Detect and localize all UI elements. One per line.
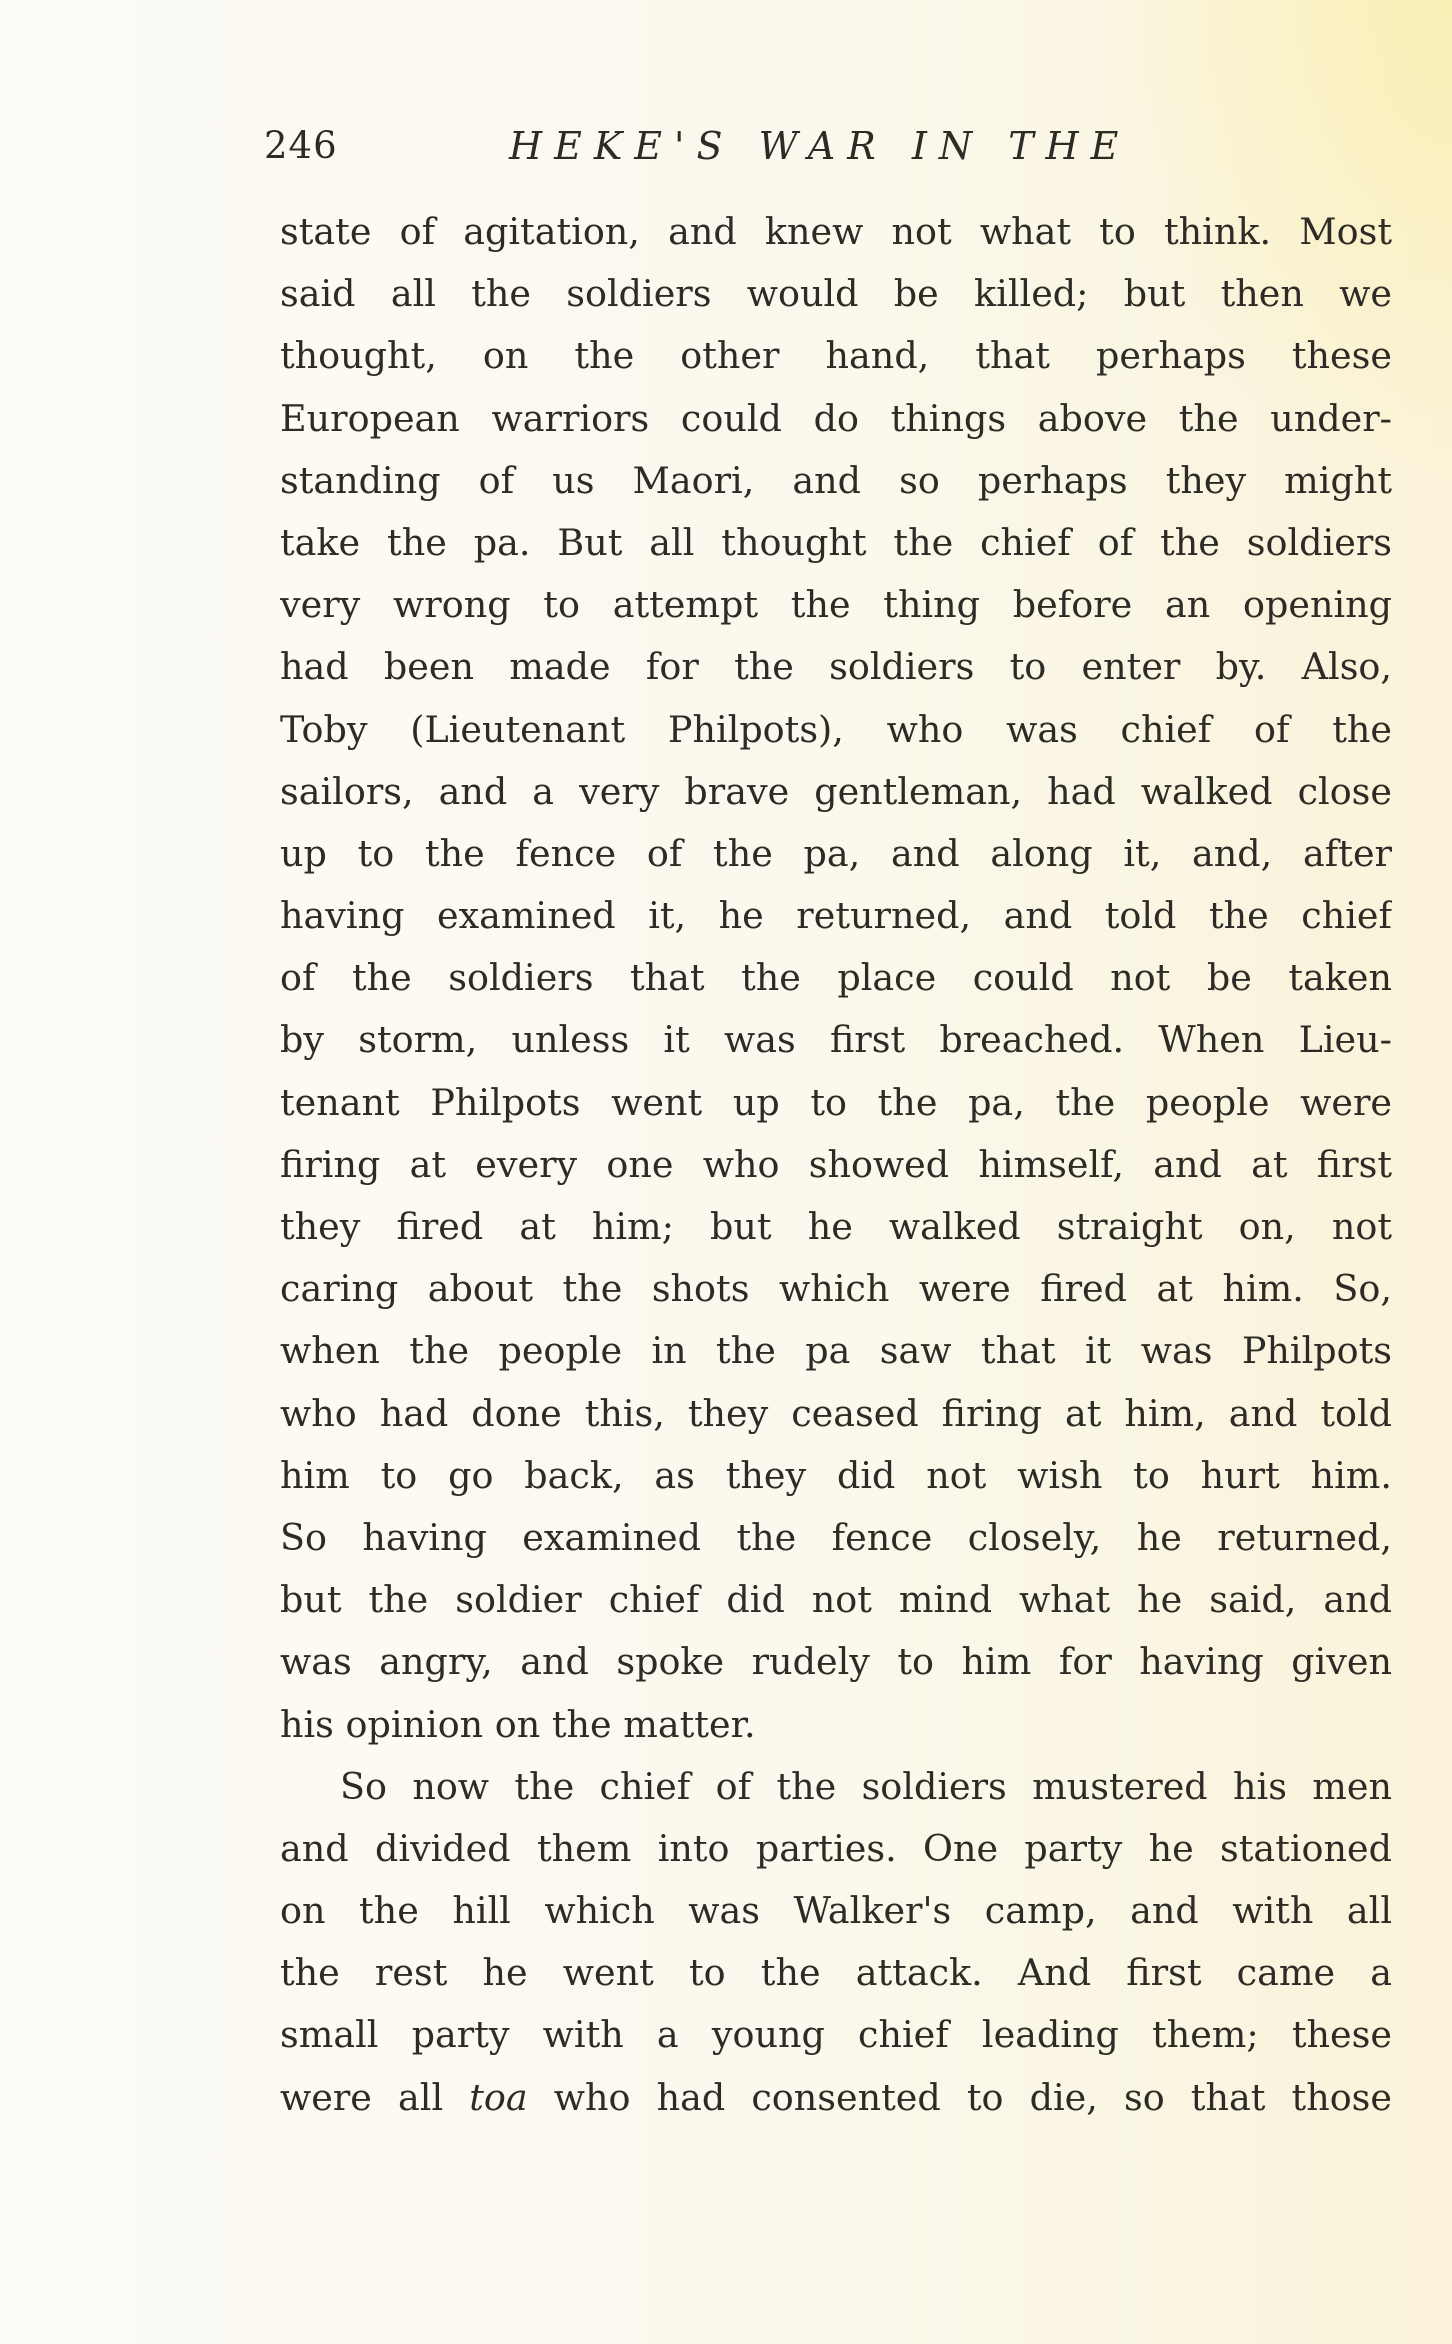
italic-word: toa <box>469 2075 528 2119</box>
text-line: said all the soldiers would be killed; but then we <box>280 272 1392 316</box>
text-line: European warriors could do things above the under- <box>280 396 1392 440</box>
page-header <box>264 118 1131 174</box>
text-line: small party with a young chief leading them; these <box>280 2013 1392 2057</box>
paragraph-end-line: his opinion on the matter. <box>280 1702 756 1746</box>
final-line-start: were all <box>280 2075 444 2119</box>
text-line: thought, on the other hand, that perhaps these <box>280 334 1392 378</box>
text-line: state of agitation, and knew not what to think. Most <box>280 210 1392 253</box>
page-number: 246 <box>264 124 338 167</box>
running-head: HEKE'S WAR IN THE <box>509 124 1131 168</box>
text-line: and divided them into parties. One party he stationed <box>280 1826 1392 1870</box>
text-line: up to the fence of the pa, and along it, and, after <box>280 831 1392 875</box>
text-line: firing at every one who showed himself, and at first <box>280 1142 1392 1186</box>
text-line: of the soldiers that the place could not be taken <box>280 956 1392 1000</box>
text-line: who had done this, they ceased firing at him, and told <box>280 1391 1392 1435</box>
text-line: the rest he went to the attack. And first came a <box>280 1951 1392 1995</box>
text-line: having examined it, he returned, and told the chief <box>280 894 1392 938</box>
text-line: So having examined the fence closely, he returned, <box>280 1515 1392 1559</box>
text-line: him to go back, as they did not wish to hurt him. <box>280 1453 1392 1497</box>
text-line: by storm, unless it was first breached. When Lieu- <box>280 1018 1392 1062</box>
text-line: when the people in the pa saw that it was Philpots <box>280 1329 1392 1373</box>
text-line: they fired at him; but he walked straight on, not <box>280 1205 1392 1248</box>
text-line: sailors, and a very brave gentleman, had walked close <box>280 769 1392 813</box>
text-line: take the pa. But all thought the chief of the soldiers <box>280 520 1392 564</box>
text-line: had been made for the soldiers to enter by. Also, <box>280 645 1392 689</box>
text-line: Toby (Lieutenant Philpots), who was chief of the <box>280 707 1392 751</box>
paragraph-first-line: So now the chief of the soldiers mustered his men <box>340 1764 1392 1808</box>
text-line: tenant Philpots went up to the pa, the people were <box>280 1080 1392 1124</box>
text-line: was angry, and spoke rudely to him for having given <box>280 1640 1392 1684</box>
text-line: but the soldier chief did not mind what he said, and <box>280 1578 1392 1622</box>
final-line-end: who had consented to die, so that those <box>553 2075 1392 2119</box>
body-text <box>280 201 1392 2129</box>
text-line: caring about the shots which were fired at him. So, <box>280 1267 1392 1311</box>
text-line: very wrong to attempt the thing before an opening <box>280 583 1392 627</box>
text-line: standing of us Maori, and so perhaps they might <box>280 458 1392 502</box>
final-text-line <box>280 2067 1392 2129</box>
text-line: on the hill which was Walker's camp, and with all <box>280 1889 1392 1933</box>
